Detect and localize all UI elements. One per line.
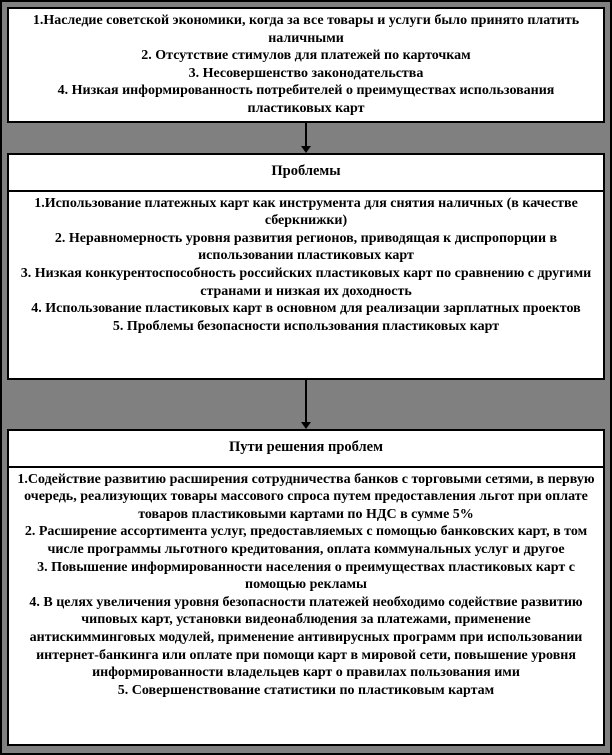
list-item: 3. Несовершенство законодательства bbox=[188, 65, 424, 81]
list-item: 5. Совершенствование статистики по пластиковым картам bbox=[117, 682, 495, 698]
box-problems bbox=[7, 153, 605, 380]
list-item: 3. Низкая конкурентоспособность российских пластиковых карт по сравнению с другими странами и низкая их доходность bbox=[20, 265, 592, 299]
arrow-head bbox=[301, 422, 311, 429]
list-item: 4. Использование пластиковых карт в основном для реализации зарплатных проектов bbox=[31, 301, 581, 317]
arrow-head bbox=[301, 146, 311, 153]
connector-causes-to-problems bbox=[7, 123, 605, 153]
box-solutions bbox=[7, 429, 605, 746]
list-item: 5. Проблемы безопасности использования пластиковых карт bbox=[112, 318, 500, 334]
list-item: 4. Низкая информированность потребителей о преимуществах использования пластиковых карт bbox=[57, 83, 555, 116]
list-item: 1.Использование платежных карт как инструмента для снятия наличных (в качестве сберкнижки) bbox=[34, 195, 578, 229]
list-item: 4. В целях увеличения уровня безопасности платежей необходимо содействие развитию чиповых карт, установки видеонаблюдения за платежами, применение антискимминговых модулей, применение антивирусных программ при использовании интернет-банкинга или оплате при помощи карт в мировой сети, повышение уровня информированности владельцев карт о правилах пользования ими bbox=[29, 594, 583, 681]
arrow-down-icon bbox=[301, 380, 311, 429]
box-problems-title: Проблемы bbox=[9, 155, 603, 192]
list-item: 2. Неравномерность уровня развития регионов, приводящая к диспропорции в использовании пластиковых карт bbox=[54, 230, 558, 264]
arrow-line bbox=[305, 123, 307, 146]
box-causes bbox=[7, 7, 605, 123]
list-item: 2. Расширение ассортимента услуг, предоставляемых с помощью банковских карт, в том числе программы льготного кредитования, оплата коммунальных услуг и другое bbox=[24, 524, 588, 557]
box-problems-body bbox=[9, 192, 603, 339]
list-item: 2. Отсутствие стимулов для платежей по карточкам bbox=[141, 48, 471, 64]
list-item: 1.Наследие советской экономики, когда за все товары и услуги было принято платить наличными bbox=[32, 13, 580, 46]
box-solutions-body bbox=[9, 468, 603, 703]
box-causes-body bbox=[9, 9, 603, 121]
list-item: 3. Повышение информированности населения о преимуществах пластиковых карт с помощью рекламы bbox=[37, 559, 575, 593]
arrow-down-icon bbox=[301, 123, 311, 153]
list-item: 1.Содействие развитию расширения сотрудничества банков с торговыми сетями, в первую очередь, реализующих товары массового спроса путем предоставления льгот при оплате товаров пластиковыми картами по НДС в сумме 5% bbox=[17, 471, 595, 522]
arrow-line bbox=[305, 380, 307, 422]
connector-problems-to-solutions bbox=[7, 380, 605, 429]
box-solutions-title: Пути решения проблем bbox=[9, 431, 603, 468]
